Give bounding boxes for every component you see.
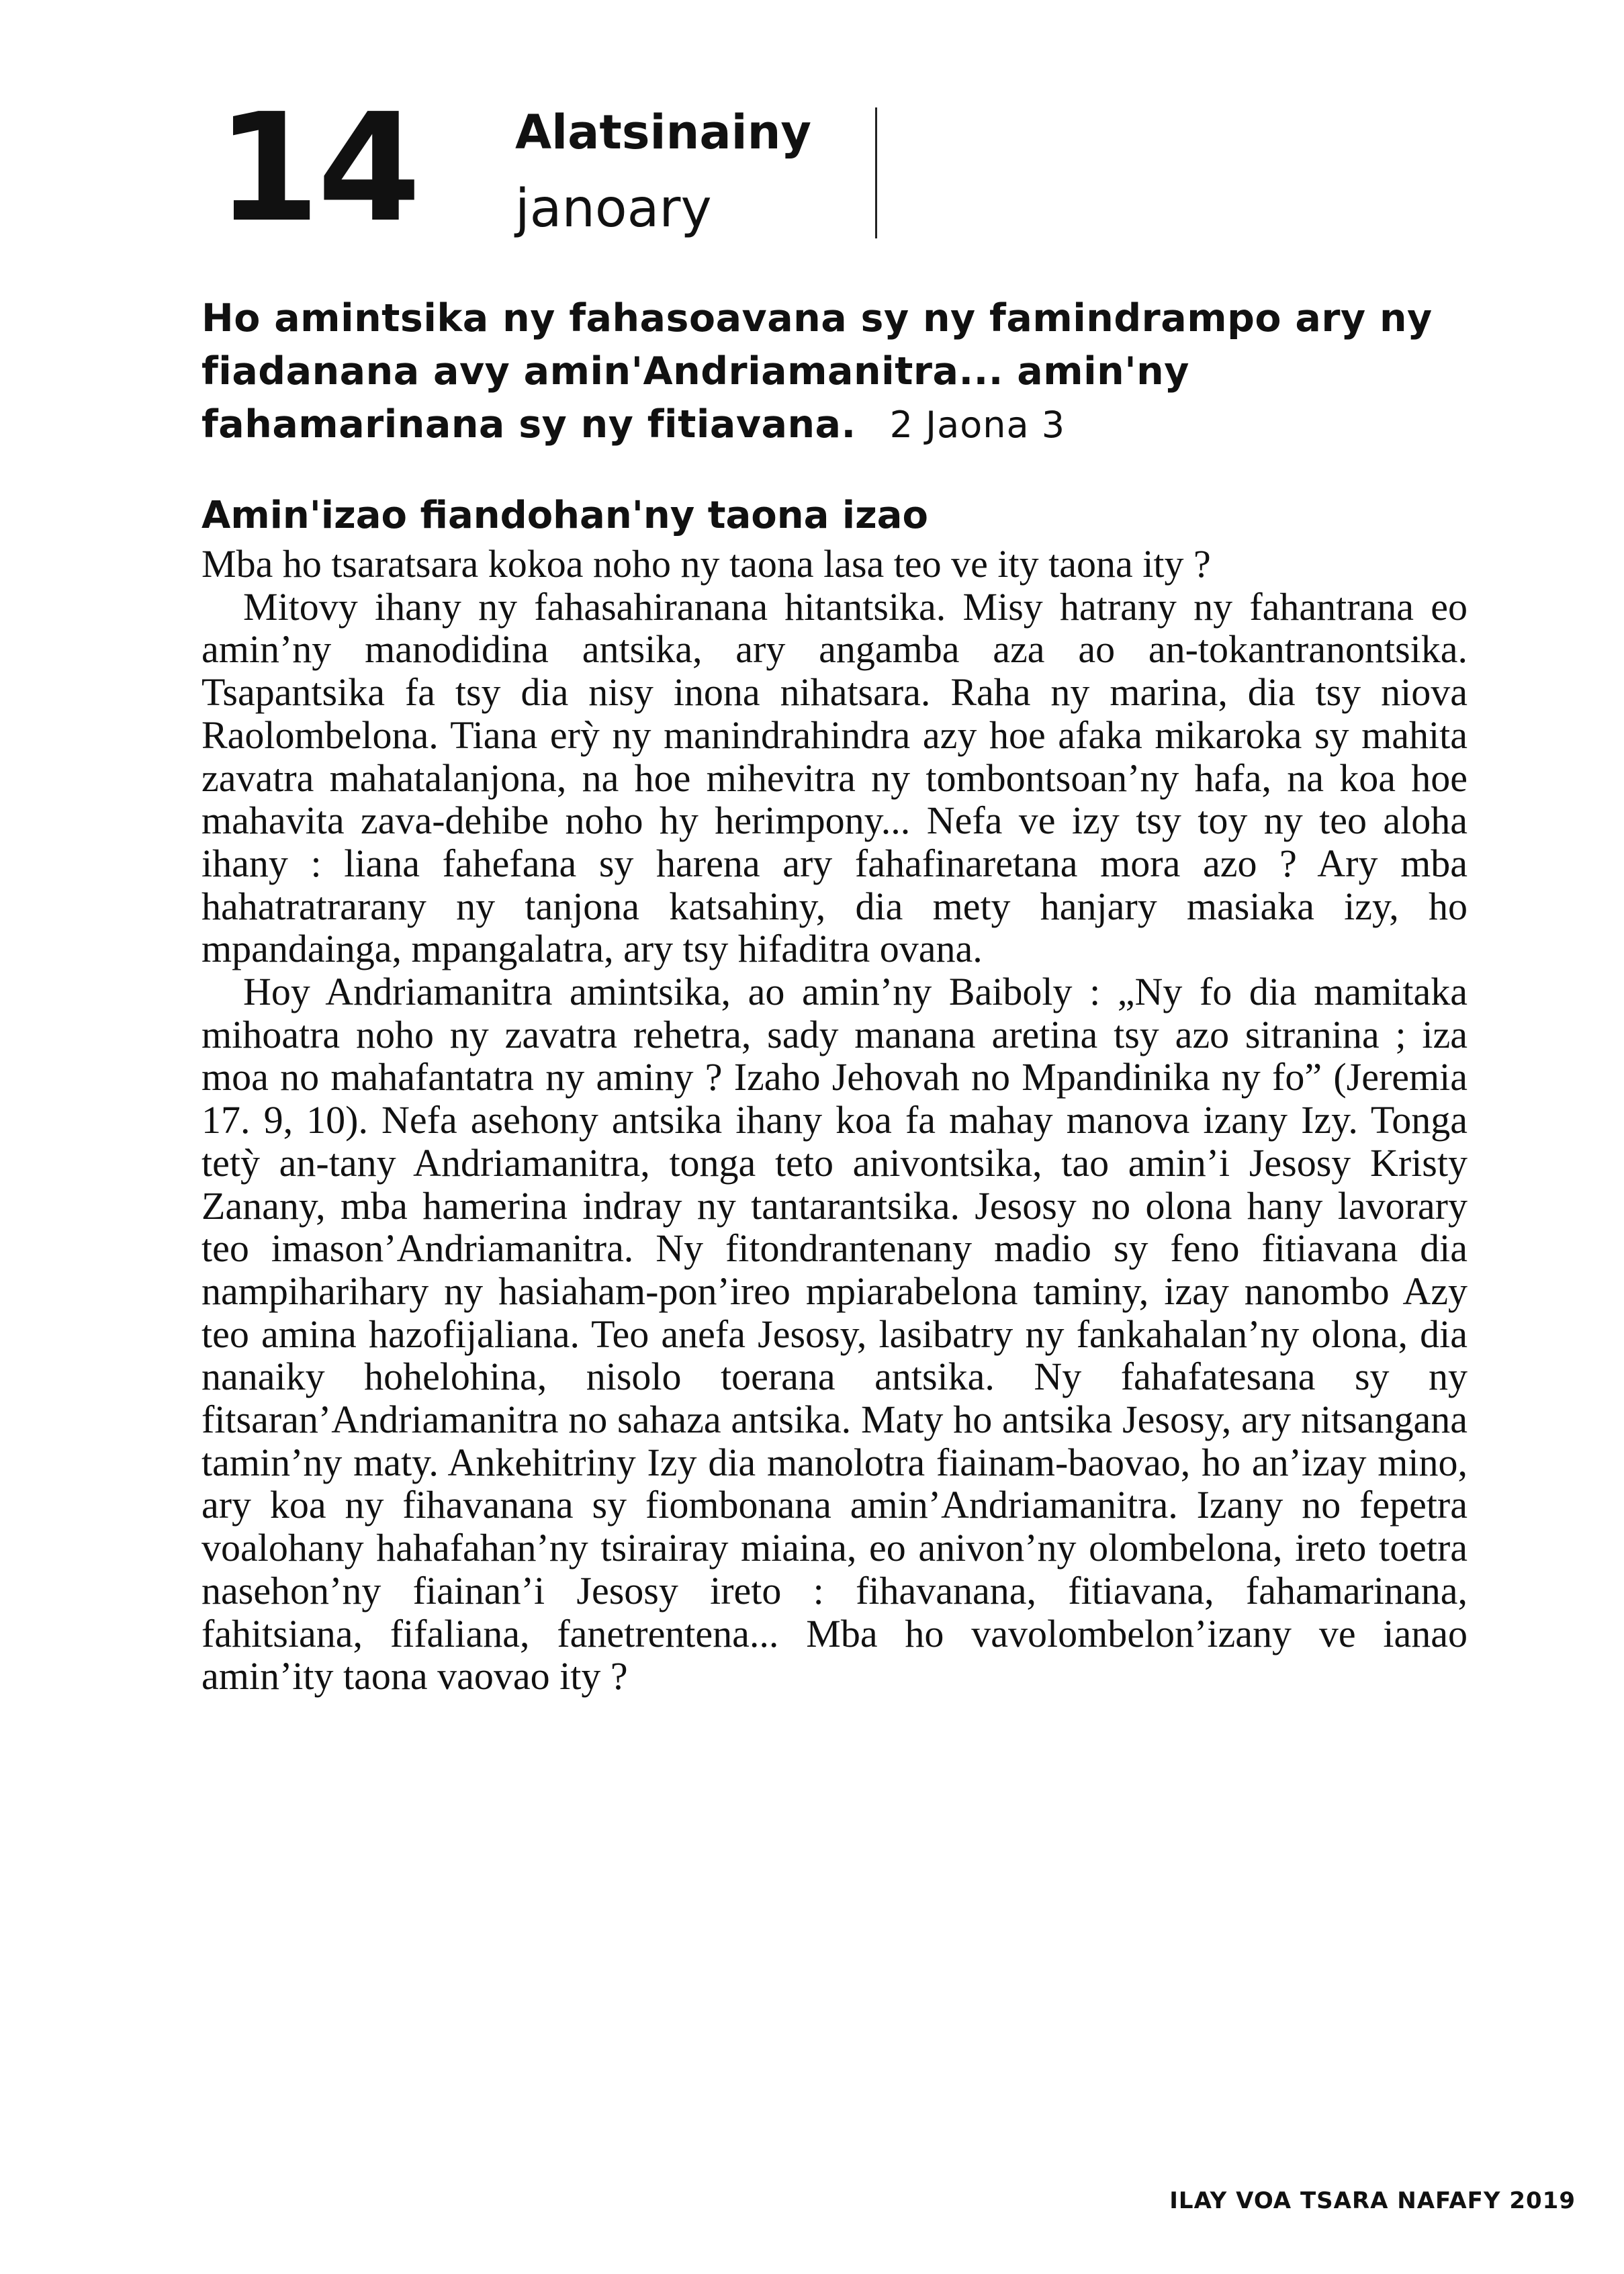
body-paragraph: Hoy Andriamanitra amintsika, ao amin’ny Baiboly : „Ny fo dia mamitaka mihoatra noho ny zavatra rehetra, sady manana aretina tsy azo sitranina ; iza moa no mahafantatra ny aminy ? Izaho Jehovah no Mpandinika ny fo” (Jeremia 17. 9, 10). Nefa asehony antsika ihany koa fa mahay manova izany Izy. Tonga tetỳ an-tany Andriamanitra, tonga teto anivontsika, tao amin’i Jesosy Kristy Zanany, mba hamerina indray ny tantarantsika. Jesosy no olona hany lavorary teo imason’Andriamanitra. Ny fitondrantenany madio sy feno fitiavana dia nampiharihary ny hasiaham-pon’ireo mpiarabelona taminy, izay nanombo Azy teo amina hazofijaliana. Teo anefa Jesosy, lasibatry ny fankahalan’ny olona, dia nanaiky hohelohina, nisolo toerana antsika. Ny fahafatesana sy ny fitsaran’Andriamanitra no sahaza antsika. Maty ho antsika Jesosy, ary nitsangana tamin’ny maty. Ankehitriny Izy dia manolotra fiainam-baovao, ho an’izay mino, ary koa ny fihavanana sy fiombonana amin’Andriamanitra. Izany no fepetra voalohany hahafahan’ny tsirairay miaina, eo anivon’ny olombelona, ireto toetra nasehon’ny fiainan’i Jesosy ireto : fihavanana, fitiavana, fahamarinana, fahitsiana, fifaliana, fanetrentena... Mba ho vavolombelon’izany ve ianao amin’ity taona vaovao ity ? — [201, 970, 1468, 1698]
weekday-label: Alatsinainy — [515, 105, 812, 160]
date-header — [216, 82, 888, 255]
day-number: 14 — [216, 82, 418, 255]
body-paragraph: Mba ho tsaratsara kokoa noho ny taona lasa teo ve ity taona ity ? — [201, 542, 1211, 586]
month-label: janoary — [515, 179, 712, 239]
publication-footer: ILAY VOA TSARA NAFAFY 2019 — [1169, 2187, 1576, 2214]
body-paragraph: Mitovy ihany ny fahasahiranana hitantsika. Misy hatrany ny fahantrana eo amin’ny manodidina antsika, ary angamba aza ao an-tokantranontsika. Tsapantsika fa tsy dia nisy inona nihatsara. Raha ny marina, dia tsy niova Raolombelona. Tiana erỳ ny manindrahindra azy hoe afaka mikaroka sy mahita zavatra mahatalanjona, na hoe mihevitra ny tombontsoan’ny hafa, na koa hoe mahavita zava-dehibe noho hy herimpony... Nefa ve izy tsy toy ny teo aloha ihany : liana fahefana sy harena ary fahafinaretana mora azo ? Ary mba hahatratrarany ny tanjona katsahiny, dia mety hanjary masiaka izy, ho mpandainga, mpangalatra, ary tsy hifaditra ovana. — [201, 584, 1468, 971]
daily-verse — [201, 292, 1478, 451]
verse-text: Ho amintsika ny fahasoavana sy ny famindrampo ary ny fiadanana avy amin'Andriamanitra... amin'ny fahamarinana sy ny fitiavana. — [201, 296, 1433, 447]
header-divider — [875, 107, 877, 238]
verse-reference: 2 Jaona 3 — [889, 404, 1066, 446]
devotional-body — [201, 543, 1468, 1698]
section-title: Amin'izao fiandohan'ny taona izao — [201, 494, 928, 537]
